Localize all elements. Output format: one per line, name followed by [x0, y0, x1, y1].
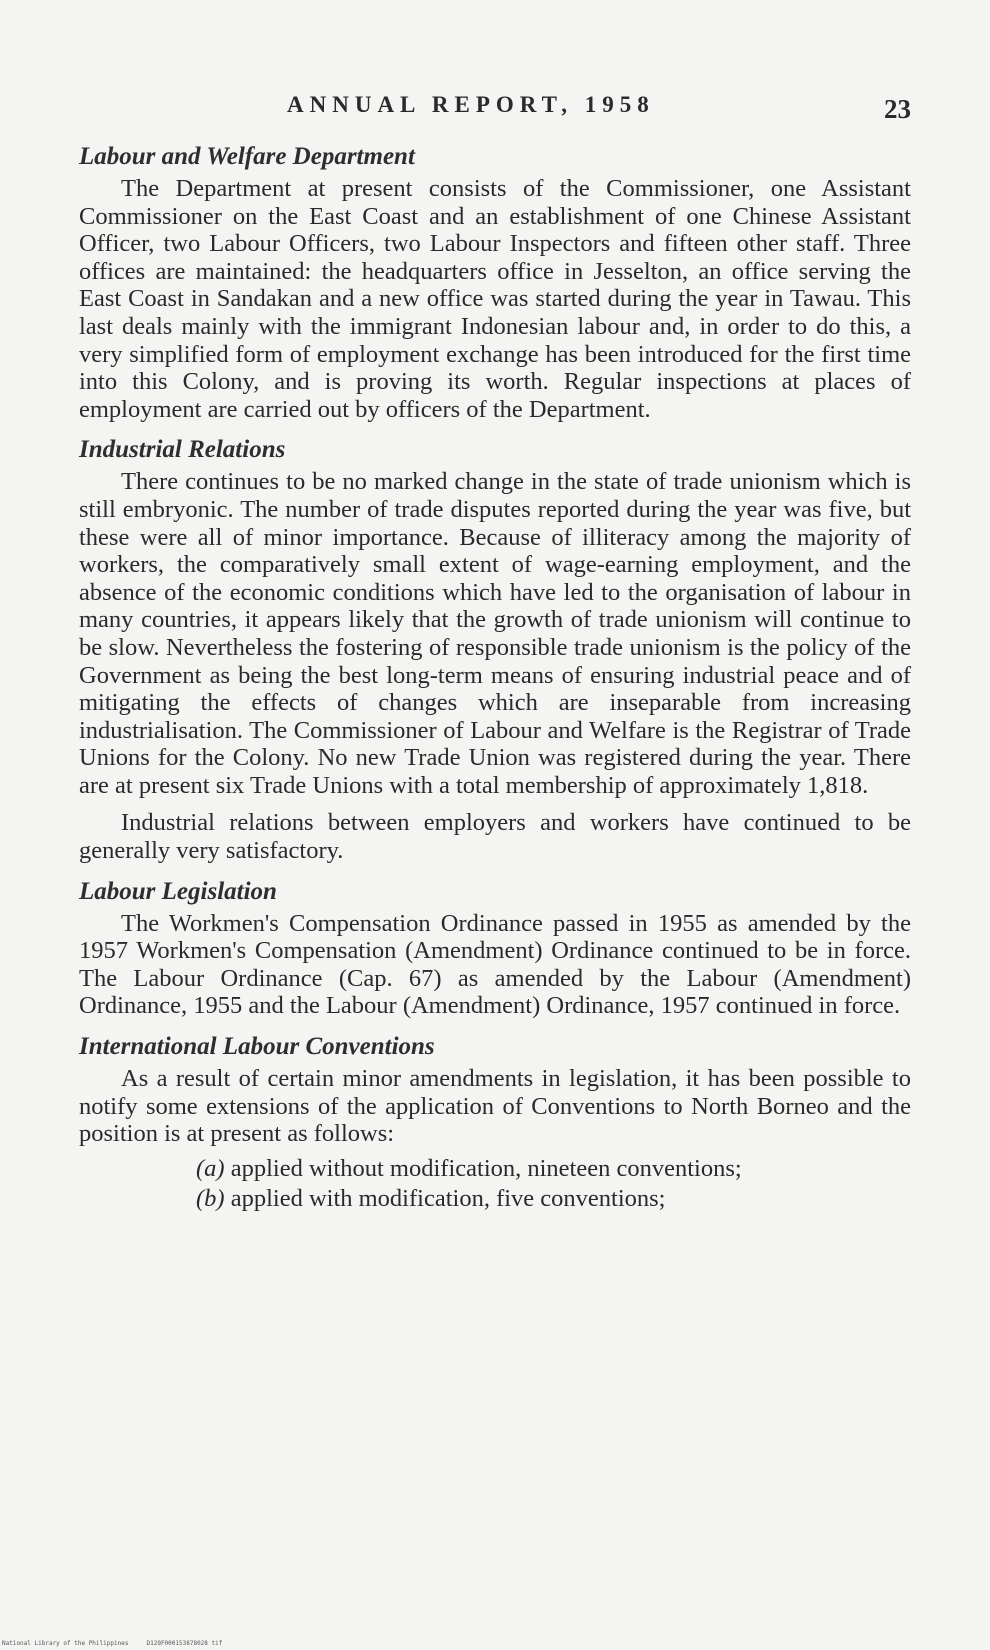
scan-footer: National Library of the Philippines D129F000153878028 tif [2, 1640, 223, 1647]
section-labour-welfare-department [79, 140, 911, 423]
section-labour-legislation [79, 875, 911, 1020]
section-industrial-relations [79, 433, 911, 864]
list-item-text: applied without modification, nineteen conventions; [230, 1154, 742, 1182]
running-head [79, 86, 911, 130]
conventions-list [79, 1154, 911, 1214]
running-title: ANNUAL REPORT, 1958 [287, 92, 655, 117]
section-heading: International Labour Conventions [79, 1033, 435, 1061]
section-heading: Industrial Relations [79, 436, 286, 464]
list-marker: (b) [196, 1184, 225, 1212]
section-international-labour-conventions [79, 1030, 911, 1214]
list-item [79, 1184, 911, 1214]
paragraph: As a result of certain minor amendments in legislation, it has been possible to notify some extensions of the application of Conventions to North Borneo and the position is at present as follows: [79, 1065, 911, 1148]
section-heading: Labour and Welfare Department [79, 143, 415, 170]
list-item [79, 1154, 911, 1184]
paragraph: The Department at present consists of the Commissioner, one Assistant Commissioner on the East Coast and an establishment of one Chinese Assistant Officer, two Labour Officers, two Labour Inspectors and fifteen other staff. Three offices are maintained: the headquarters office in Jesselton, an office serving the East Coast in Sandakan and a new office was started during the year in Tawau. This last deals mainly with the immigrant Indonesian labour and, in order to do this, a very simplified form of employment exchange has been introduced for the first time into this Colony, and is proving its worth. Regular inspections at places of employment are carried out by officers of the Department. [79, 175, 911, 423]
report-page [79, 86, 911, 1214]
list-item-text: applied with modification, five conventions; [230, 1184, 666, 1212]
paragraph: The Workmen's Compensation Ordinance passed in 1955 as amended by the 1957 Workmen's Compensation (Amendment) Ordinance continued to be in force. The Labour Ordinance (Cap. 67) as amended by the Labour (Amendment) Ordinance, 1955 and the Labour (Amendment) Ordinance, 1957 continued in force. [79, 909, 911, 1020]
section-heading: Labour Legislation [79, 877, 277, 905]
paragraph: Industrial relations between employers and workers have continued to be generally very satisfactory. [79, 809, 911, 865]
paragraph: There continues to be no marked change in the state of trade unionism which is still embryonic. The number of trade disputes reported during the year was five, but these were all of minor importance. Because of illiteracy among the majority of workers, the comparatively small extent of wage-earning employment, and the absence of the economic conditions which have led to the organisation of labour in many countries, it appears likely that the growth of trade unionism will continue to be slow. Nevertheless the fostering of responsible trade unionism is the policy of the Government as being the best long-term means of ensuring industrial peace and of mitigating the effects of changes which are inseparable from increasing industrialisation. The Commissioner of Labour and Welfare is the Registrar of Trade Unions for the Colony. No new Trade Union was registered during the year. There are at present six Trade Unions with a total membership of approximately 1,818. [79, 468, 911, 799]
page-number: 23 [884, 94, 911, 124]
list-marker: (a) [196, 1154, 225, 1182]
